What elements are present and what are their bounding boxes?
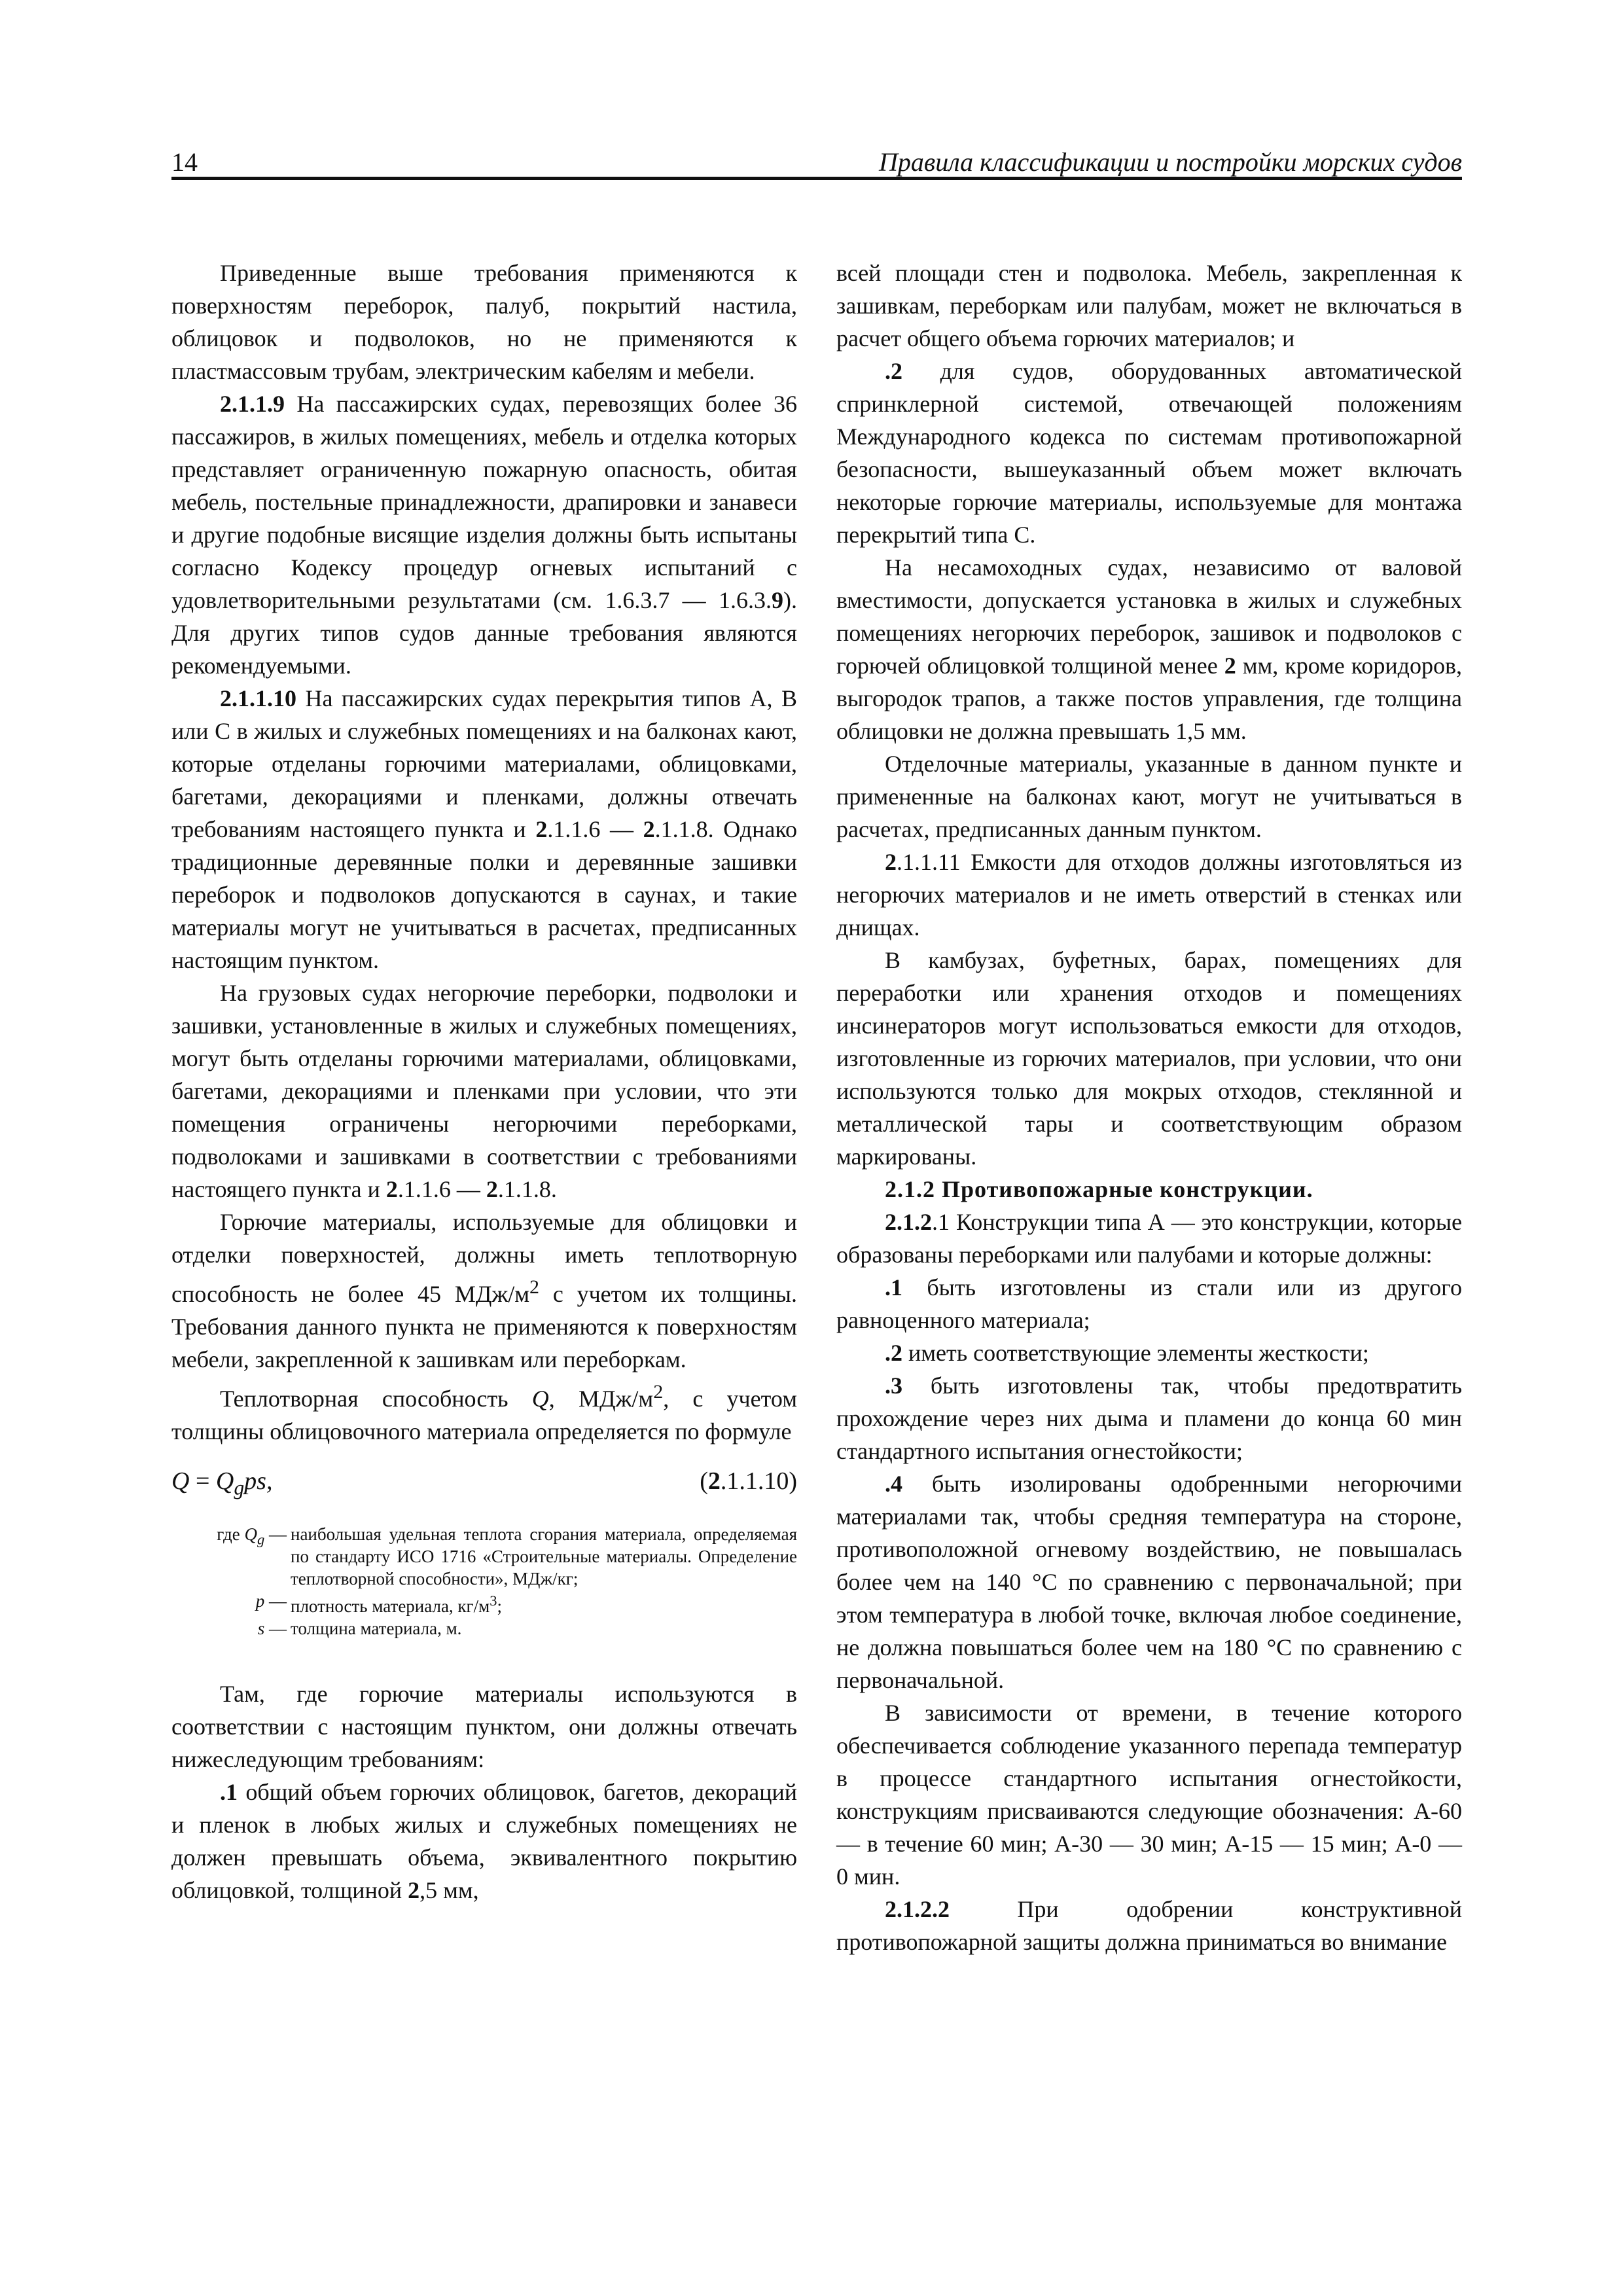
list-item-2: .2 иметь соответствующие элементы жесткости; xyxy=(885,1340,1369,1366)
paragraph-2-1-1-9: 2.1.1.9 На пассажирских судах, перевозящих более 36 пассажиров, в жилых помещениях, мебель и отделка которых представляет ограниченную пожарную опасность, обитая мебель, постельные принадлежности, драпировки и занавеси и другие подобные висящие изделия должны быть испытаны согласно Кодексу процедур огневых испытаний с удовлетворительными результатами (см. 1.6.3.7 — 1.6.3.9). Для других типов судов данные требования являются рекомендуемыми. xyxy=(171,391,797,679)
page-header xyxy=(171,143,1462,182)
list-item-1: .1 общий объем горючих облицовок, багетов, декораций и пленок в любых жилых и служебных помещениях не должен превышать объема, эквивалентного покрытию облицовкой, толщиной 2,5 мм, xyxy=(171,1778,797,1903)
list-item-3: .3 быть изготовлены так, чтобы предотвратить прохождение через них дыма и пламени до конца 60 мин стандартного испытания огнестойкости; xyxy=(836,1372,1462,1464)
paragraph-2-1-1-11: 2.1.1.11 Емкости для отходов должны изготовляться из негорючих материалов и не иметь отверстий в стенках или днищах. xyxy=(836,849,1462,941)
paragraph: В камбузах, буфетных, барах, помещениях для переработки или хранения отходов и помещениях инсинераторов могут использоваться емкости для отходов, изготовленные из горючих материалов, при условии, что они используются только для мокрых отходов, стеклянной и металлической тары и соответствующим образом маркированы. xyxy=(836,947,1462,1170)
paragraph-2-1-1-10: 2.1.1.10 На пассажирских судах перекрытия типов А, В или С в жилых и служебных помещениях и на балконах кают, которые отделаны горючими материалами, облицовками, багетами, декорациями и пленками, должны отвечать требованиям настоящего пункта и 2.1.1.6 — 2.1.1.8. Однако традиционные деревянные полки и деревянные зашивки переборок и подволоков допускаются в саунах, и такие материалы могут не учитываться в расчетах, предписанных настоящим пунктом. xyxy=(171,685,798,973)
header-rule xyxy=(171,177,1462,180)
paragraph-2-1-2-2: 2.1.2.2 При одобрении конструктивной противопожарной защиты должна приниматься во внимание xyxy=(836,1896,1462,1955)
legend-row-p: p — плотность материала, $кг/м^3$; xyxy=(255,1590,502,1616)
clause-number: 2 xyxy=(885,849,897,875)
paragraph: В зависимости от времени, в течение которого обеспечивается соблюдение указанного перепада температур в процессе стандартного испытания огнестойкости, конструкциям присваиваются следующие обозначения: А-60 — в течение 60 мин; А-30 — 30 мин; А-15 — 15 мин; А-0 — 0 мин. xyxy=(836,1700,1462,1890)
list-item-1: .1 быть изготовлены из стали или из другого равноценного материала; xyxy=(836,1274,1462,1333)
paragraph-2-1-2-1: 2.1.2.1 Конструкции типа А — это конструкции, которые образованы переборками или палубами и которые должны: xyxy=(836,1209,1462,1268)
clause-number: 2.1.1.10 xyxy=(220,685,296,711)
paragraph: Отделочные материалы, указанные в данном пункте и примененные на балконах кают, могут не учитываться в расчетах, предписанных данным пунктом. xyxy=(836,751,1462,842)
formula-number: (2.1.1.10) xyxy=(700,1467,797,1495)
paragraph: На грузовых судах негорючие переборки, подволоки и зашивки, установленные в жилых и служебных помещениях, могут быть отделаны горючими материалами, облицовками, багетами, декорациями и пленками при условии, что эти помещения ограничены негорючими переборками, подволоками и зашивками в соответствии с требованиями настоящего пункта и 2.1.1.6 — 2.1.1.8. xyxy=(171,980,797,1202)
formula-2-1-1-10 xyxy=(171,1465,797,1505)
legend-row-s: s — толщина материала, м. xyxy=(257,1618,462,1638)
legend-row-qg: где $Q_g$ — наибольшая удельная теплота сгорания материала, определяемая по стандарту ИСО 1716 «Строительные материалы. Определение теплотворной способности», МДж/кг; xyxy=(217,1524,797,1588)
paragraph: Там, где горючие материалы используются в соответствии с настоящим пунктом, они должны отвечать нижеследующим требованиям: xyxy=(171,1680,797,1772)
paragraph: Теплотворная способность Q, МДж/$м^2$, с учетом толщины облицовочного материала определяется по формуле xyxy=(171,1381,797,1444)
clause-number: 2.1.2 xyxy=(885,1209,932,1235)
clause-number: 2.1.2.2 xyxy=(885,1896,950,1922)
left-column xyxy=(171,257,797,1907)
page-number: 14 xyxy=(171,147,198,177)
paragraph: На несамоходных судах, независимо от валовой вместимости, допускается установка в жилых и служебных помещениях негорючих переборок, зашивок и подволоков с горючей облицовкой толщиной менее 2 мм, кроме коридоров, выгородок трапов, а также постов управления, где толщина облицовки не должна превышать 1,5 мм. xyxy=(836,554,1462,744)
paragraph: Приведенные выше требования применяются к поверхностям переборок, палуб, покрытий настила, облицовок и подволоков, но не применяются к пластмассовым трубам, электрическим кабелям и мебели. xyxy=(171,260,797,384)
right-column xyxy=(836,257,1462,1958)
paragraph-continuation: всей площади стен и подволока. Мебель, закрепленная к зашивкам, переборкам или палубам, может не включаться в расчет общего объема горючих материалов; и xyxy=(836,260,1462,351)
list-item-2: .2 для судов, оборудованных автоматической спринклерной системой, отвечающей положениям Международного кодекса по системам противопожарной безопасности, вышеуказанный объем может включать некоторые горючие материалы, используемые для монтажа перекрытий типа С. xyxy=(836,358,1462,548)
paragraph: Горючие материалы, используемые для облицовки и отделки поверхностей, должны иметь теплотворную способность не более 45 МДж/$м^2$ с учетом их толщины. Требования данного пункта не применяются к поверхностям мебели, закрепленной к зашивкам или переборкам. xyxy=(171,1209,797,1372)
formula-legend xyxy=(171,1523,797,1640)
list-item-4: .4 быть изолированы одобренными негорючими материалами так, чтобы средняя температура на стороне, противоположной огневому воздействию, не повышалась более чем на 140 °С по сравнению с первоначальной; при этом температура в любой точке, включая любое соединение, не должна повышаться более чем на 180 °С по сравнению с первоначальной. xyxy=(836,1471,1462,1693)
formula-expression: $Q = Q_gps$, xyxy=(171,1467,273,1499)
running-title: Правила классификации и постройки морских судов xyxy=(878,147,1462,177)
section-heading-2-1-2: 2.1.2 Противопожарные конструкции. xyxy=(885,1176,1313,1202)
clause-number: 2.1.1.9 xyxy=(220,391,285,417)
